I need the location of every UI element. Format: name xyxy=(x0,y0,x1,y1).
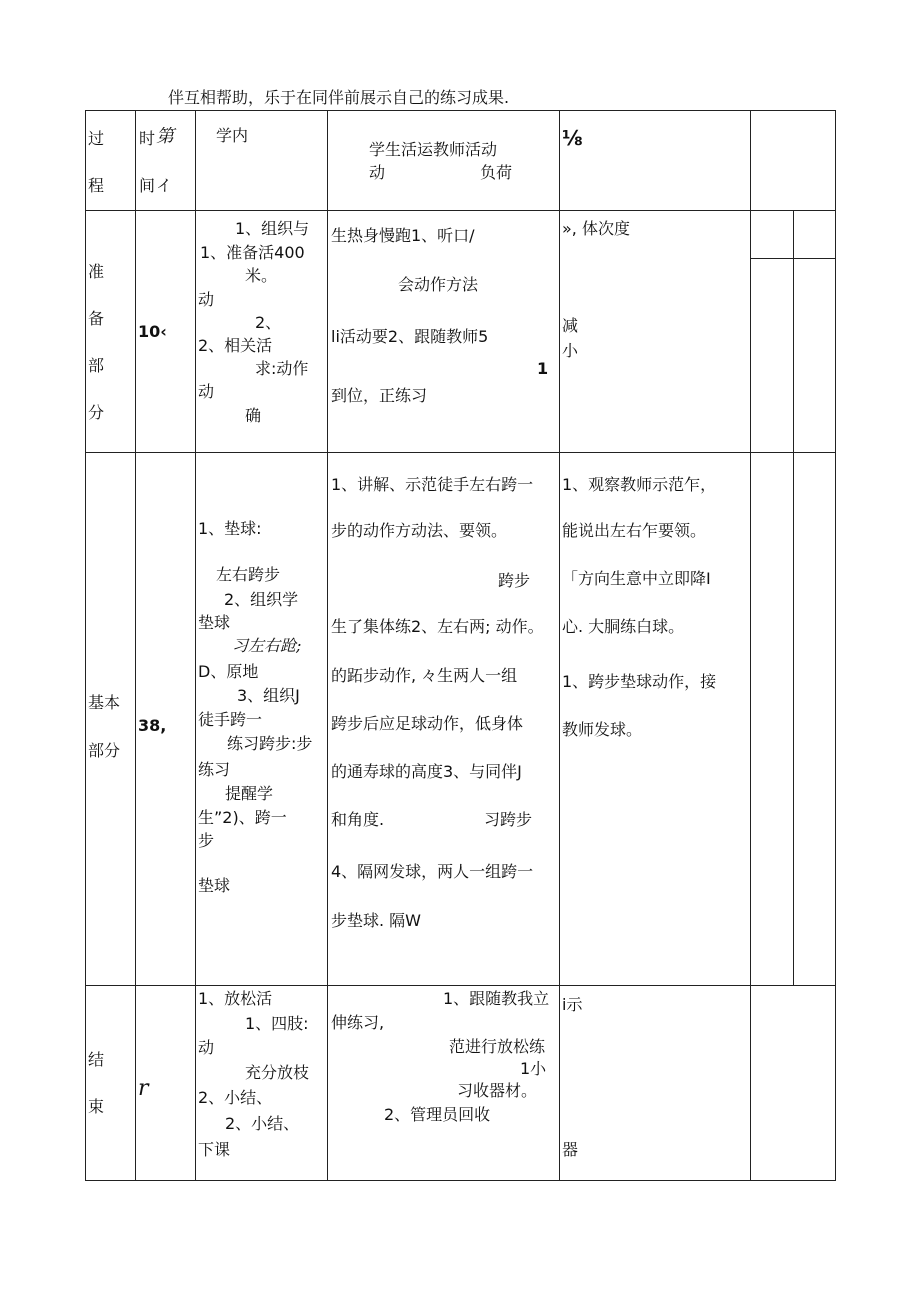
basic-content-line: 练习 xyxy=(198,760,231,779)
basic-activity-line: 跨步后应足球动作，低身体 xyxy=(331,714,524,733)
basic-activity-line: 和角度. xyxy=(331,810,385,829)
table-border-bottom xyxy=(85,1180,836,1181)
basic-load-line: 教师发球。 xyxy=(562,720,643,739)
basic-activity-line: 习跨步 xyxy=(484,810,533,829)
end-content-line: 1、放松活 xyxy=(198,989,273,1008)
end-activity-line: 1、跟随教我立 xyxy=(443,989,550,1008)
prep-content-line: 2、 xyxy=(255,313,282,332)
header-load: ⅛ xyxy=(562,126,583,150)
basic-content-line: 2、组织学 xyxy=(224,590,299,609)
basic-time: 38, xyxy=(138,716,167,735)
prep-load-line: 小 xyxy=(562,341,579,360)
basic-content-line: 练习跨步:步 xyxy=(227,734,313,753)
basic-content-line: 3、组织J xyxy=(237,686,300,705)
prep-content-line: 1、准备活400 xyxy=(200,243,305,262)
end-activity-line: 伸练习, xyxy=(331,1013,385,1032)
end-activity-line: 1小 xyxy=(520,1059,547,1078)
col-line-7 xyxy=(835,110,836,1181)
col-line-0 xyxy=(85,110,86,1181)
prep-section-label: 准 xyxy=(88,262,105,281)
basic-load-line: 「方向生意中立即降I xyxy=(562,569,711,588)
basic-content-line: D、原地 xyxy=(198,662,259,681)
end-activity-line: 范进行放松练 xyxy=(449,1037,546,1056)
end-content-line: 下课 xyxy=(198,1140,231,1159)
end-load-line: i示 xyxy=(562,995,583,1014)
prep-activity-line: li活动要2、跟随教师5 xyxy=(331,327,489,346)
prep-activity-line: 生热身慢跑1、听口/ xyxy=(331,226,475,245)
basic-content-line: 垫球 xyxy=(198,613,231,632)
header-time-mark: イ xyxy=(156,176,173,195)
end-content-line: 2、小结、 xyxy=(225,1114,300,1133)
basic-load-line: 心. 大胴练白球。 xyxy=(562,617,685,636)
end-content-line: 动 xyxy=(198,1038,215,1057)
end-content-line: 1、四肢: xyxy=(245,1014,309,1033)
basic-section-label: 基本 xyxy=(88,693,121,712)
row-divider-prep xyxy=(85,452,836,453)
basic-activity-line: 1、讲解、示范徒手左右跨一 xyxy=(331,475,534,494)
prep-load-line: 减 xyxy=(562,316,579,335)
basic-content-line: 习左右跄; xyxy=(232,636,302,655)
header-activity: 负荷 xyxy=(480,163,513,182)
prep-activity-line: 会动作方法 xyxy=(398,275,479,294)
prep-content-line: 求:动作 xyxy=(255,359,309,378)
end-content-line: 2、小结、 xyxy=(198,1088,273,1107)
col-line-1 xyxy=(135,110,136,1181)
end-activity-line: 2、管理员回收 xyxy=(384,1105,491,1124)
col-line-4 xyxy=(559,110,560,1181)
prep-section-label: 备 xyxy=(88,309,105,328)
basic-load-line: 1、跨步垫球动作，接 xyxy=(562,672,717,691)
basic-content-line: 垫球 xyxy=(198,876,231,895)
basic-activity-line: 跨步 xyxy=(498,571,531,590)
header-content: 学内 xyxy=(216,126,249,145)
prep-activity-line: 到位，正练习 xyxy=(331,386,428,405)
end-section-label: 结 xyxy=(88,1050,105,1069)
basic-load-line: 1、观察教师示范乍， xyxy=(562,475,717,494)
prep-content-line: 动 xyxy=(198,382,215,401)
basic-section-label: 部分 xyxy=(88,741,121,760)
basic-load-line: 能说出左右乍要领。 xyxy=(562,521,707,540)
basic-content-line: 提醒学 xyxy=(225,784,274,803)
header-process: 程 xyxy=(88,176,105,195)
prep-section-label: 部 xyxy=(88,356,105,375)
basic-activity-line: 的通寿球的高度3、与同伴J xyxy=(331,762,522,781)
header-process: 过 xyxy=(88,129,105,148)
end-load-line: 器 xyxy=(562,1140,579,1159)
basic-content-line: 徒手跨一 xyxy=(198,710,263,729)
end-section-label: 束 xyxy=(88,1097,105,1116)
table-border-top xyxy=(85,110,836,111)
prep-section-label: 分 xyxy=(88,403,105,422)
basic-activity-line: 步的动作方动法、要领。 xyxy=(331,521,508,540)
prep-content-line: 动 xyxy=(198,290,215,309)
row-divider-basic xyxy=(85,985,836,986)
basic-activity-line: 生了集体练2、左右两; 动作。 xyxy=(331,617,544,636)
basic-content-line: 步 xyxy=(198,831,215,850)
end-time: r xyxy=(138,1076,149,1101)
prep-activity-line: 1 xyxy=(537,359,549,378)
col-line-6 xyxy=(793,210,794,985)
col-line-2 xyxy=(195,110,196,1181)
basic-activity-line: 的跖步动作, 々生两人一组 xyxy=(331,666,518,685)
intro-text: 伴互相帮助，乐于在同伴前展示自己的练习成果. xyxy=(168,88,510,107)
row-divider-header xyxy=(85,210,836,211)
basic-content-line: 左右跨步 xyxy=(216,565,281,584)
prep-content-line: 1、组织与 xyxy=(235,219,310,238)
end-activity-line: 习收器材。 xyxy=(457,1081,538,1100)
basic-activity-line: 4、隔网发球，两人一组跨一 xyxy=(331,862,534,881)
header-activity: 动 xyxy=(369,163,386,182)
prep-time: 10‹ xyxy=(138,322,167,341)
prep-content-line: 确 xyxy=(245,406,262,425)
prep-load-line: », 体次度 xyxy=(562,219,630,238)
basic-content-line: 生”2)、跨一 xyxy=(198,808,287,827)
header-activity: 学生活运教师活动 xyxy=(369,140,498,159)
basic-activity-line: 步垫球. 隔W xyxy=(331,911,421,930)
col-line-3 xyxy=(327,110,328,1181)
header-time: 时 xyxy=(139,129,156,148)
header-time: 间 xyxy=(139,176,156,195)
col-line-5 xyxy=(750,110,751,1181)
header-time-mark: 第 xyxy=(156,126,174,147)
prep-content-line: 米。 xyxy=(245,266,278,285)
prep-content-line: 2、相关活 xyxy=(198,336,273,355)
end-content-line: 充分放枝 xyxy=(245,1063,310,1082)
basic-content-line: 1、垫球: xyxy=(198,519,262,538)
